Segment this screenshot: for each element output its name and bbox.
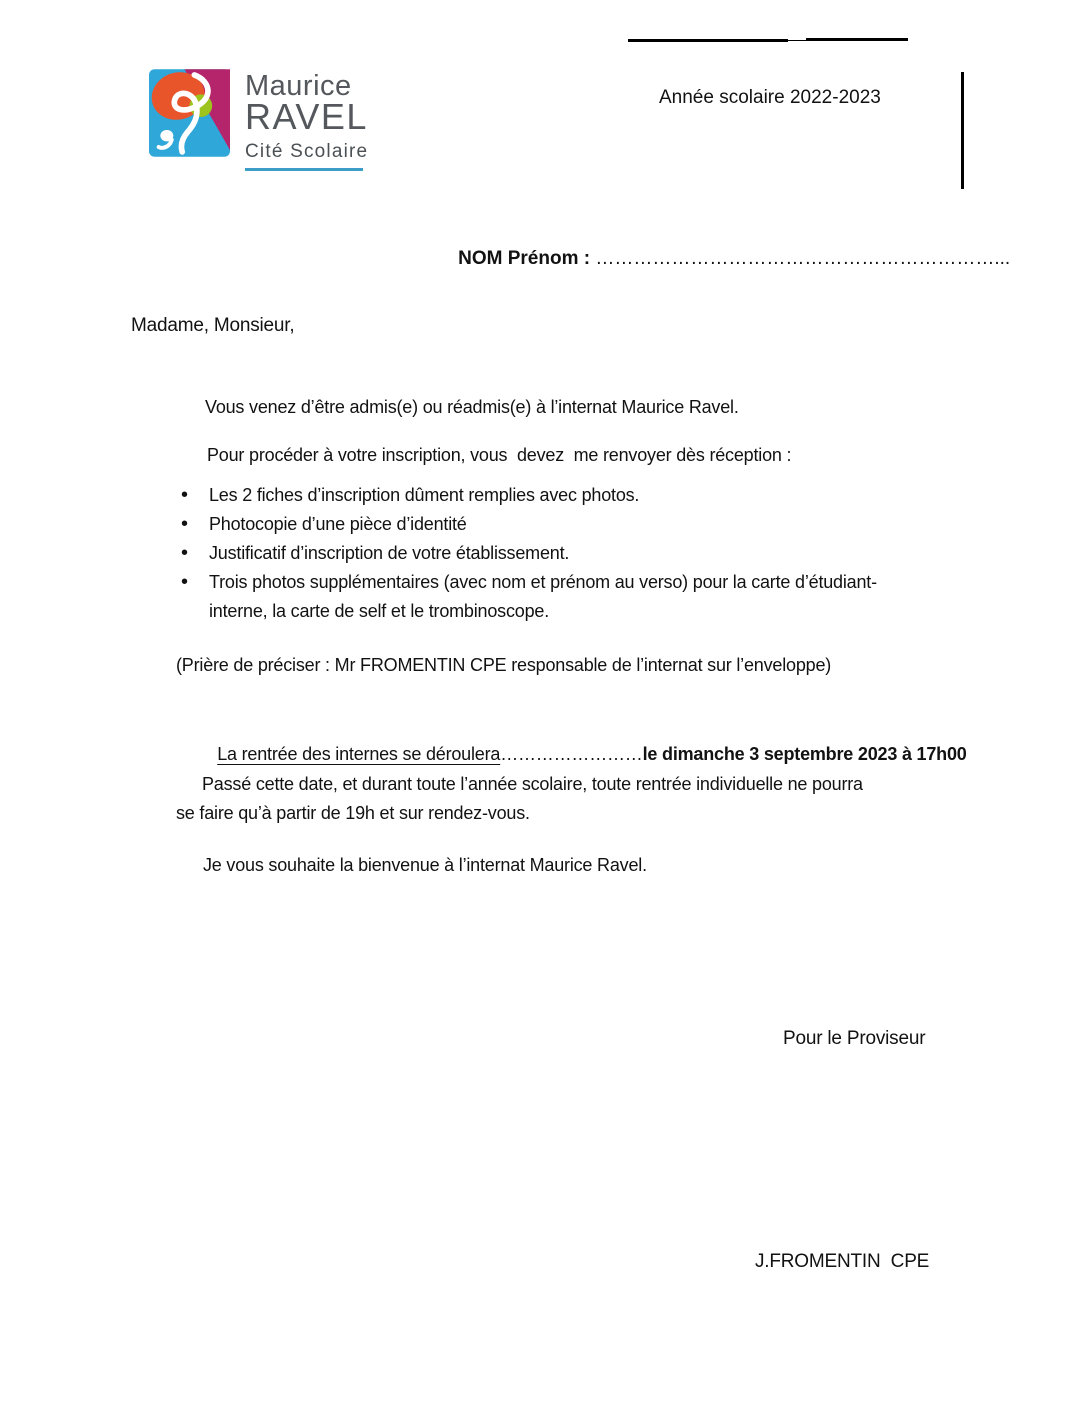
required-documents-list <box>179 481 909 626</box>
return-date-bold-date: le dimanche 3 septembre 2023 à 17h00 <box>642 744 967 764</box>
recipient-name-line <box>437 226 1010 292</box>
bullet-item: • Trois photos supplémentaires (avec nom et prénom au verso) pour la carte d’étudiant-interne, la carte de self et le trombinoscope. <box>179 568 891 626</box>
logo-school-subtitle: Cité Scolaire <box>245 141 369 162</box>
envelope-note: (Prière de préciser : Mr FROMENTIN CPE responsable de l’internat sur l’enveloppe) <box>176 655 832 675</box>
top-rule-segment-left <box>628 39 788 42</box>
bullet-item: • Justificatif d’inscription de votre établissement. <box>179 539 909 568</box>
school-logo-wordmark <box>245 71 368 171</box>
top-rule-segment-right <box>806 38 908 41</box>
bullet-item: • Photocopie d’une pièce d’identité <box>179 510 909 539</box>
school-logo <box>149 69 230 157</box>
school-year-label: Année scolaire 2022-2023 <box>659 87 881 108</box>
late-arrival-line1: Passé cette date, et durant toute l’année scolaire, toute rentrée individuelle ne pourra <box>202 774 863 794</box>
return-date-underlined-text: La rentrée des internes se déroulera <box>217 744 501 764</box>
logo-school-last-name: RAVEL <box>245 96 368 137</box>
logo-school-first-name: Maurice <box>245 70 352 102</box>
logo-underline-rule <box>245 168 363 171</box>
late-arrival-line2: se faire qu’à partir de 19h et sur rendez-vous. <box>176 803 530 823</box>
bullet-item: • Les 2 fiches d’inscription dûment remplies avec photos. <box>179 481 909 510</box>
salutation: Madame, Monsieur, <box>131 315 295 336</box>
recipient-name-label: NOM Prénom : <box>458 248 596 269</box>
right-margin-rule <box>961 72 964 189</box>
recipient-name-dots: ………………………………………………………... <box>595 248 1011 269</box>
instruction-paragraph: Pour procéder à votre inscription, vous devez me renvoyer dès réception : <box>207 445 792 465</box>
return-date-dots: …………………… <box>500 744 643 764</box>
welcome-sentence: Je vous souhaite la bienvenue à l’internat Maurice Ravel. <box>203 855 647 875</box>
closing-title: Pour le Proviseur <box>783 1028 926 1049</box>
late-arrival-paragraph <box>176 770 863 828</box>
top-rule-connector <box>786 40 808 41</box>
signature-name: J.FROMENTIN CPE <box>755 1251 930 1272</box>
intro-paragraph: Vous venez d’être admis(e) ou réadmis(e) à l’internat Maurice Ravel. <box>205 397 739 417</box>
